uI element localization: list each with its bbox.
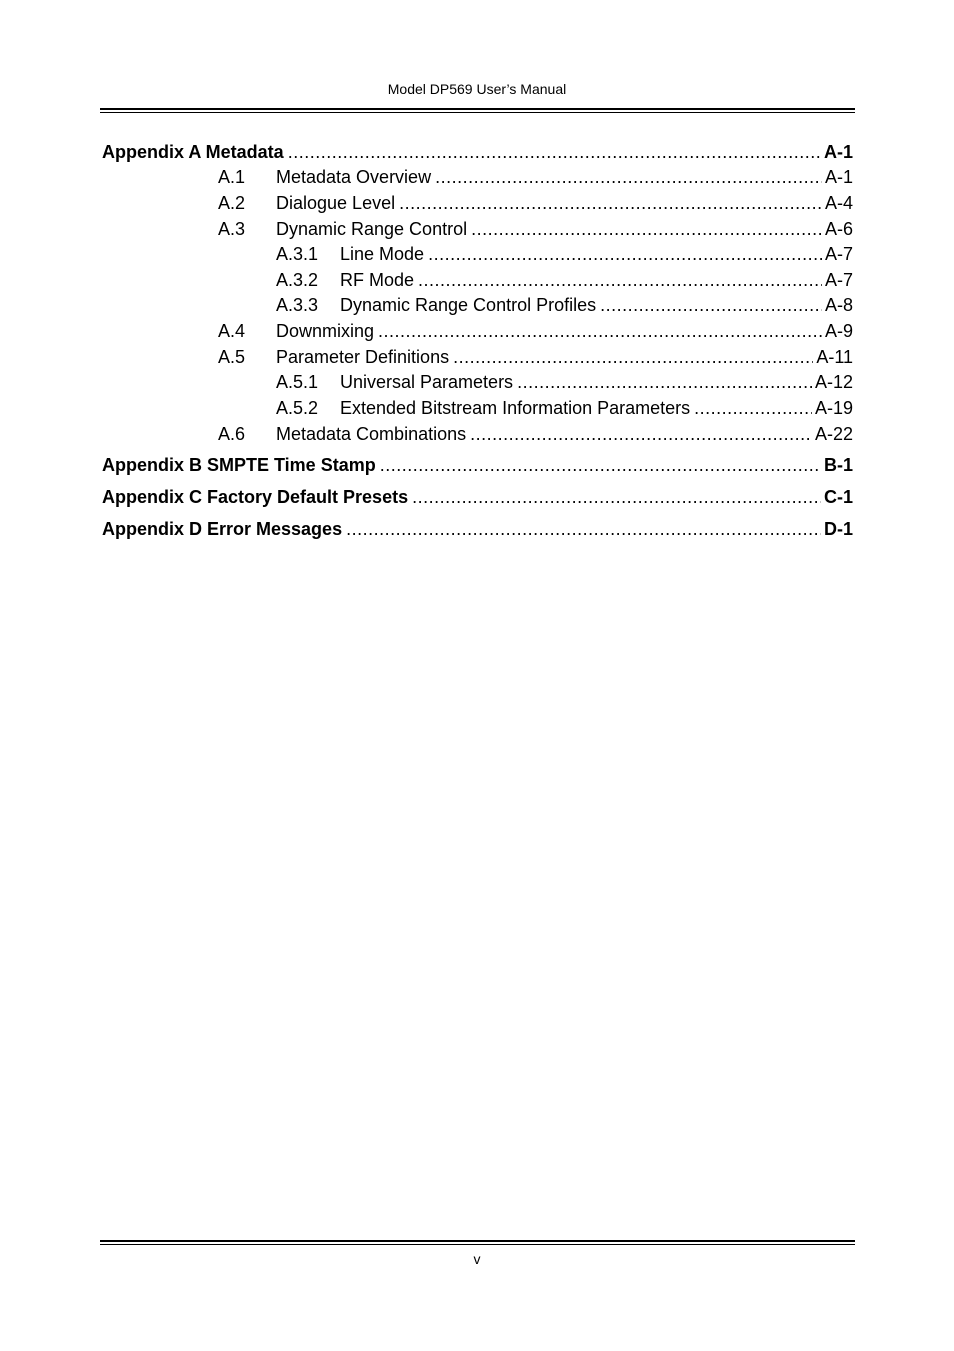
- dot-leader: [412, 485, 821, 509]
- toc-entry-number: A.5.1: [276, 372, 319, 392]
- running-header: Model DP569 User’s Manual: [387, 81, 567, 97]
- toc-entry-number: A.3.1: [276, 244, 319, 264]
- dot-leader: [378, 319, 822, 343]
- toc-entry-title: Appendix D Error Messages: [102, 517, 346, 541]
- toc-entry-number: A.3: [218, 219, 246, 239]
- toc-entry-a-6[interactable]: [102, 422, 853, 446]
- toc-entry-a-1[interactable]: [102, 165, 853, 189]
- toc-entry-title: Dynamic Range Control: [276, 217, 471, 241]
- toc-entry-page: B-1: [823, 455, 853, 475]
- toc-entry-a-5[interactable]: [102, 345, 853, 369]
- toc-entry-a-5-2[interactable]: [102, 396, 853, 420]
- toc-entry-a-5-1[interactable]: [102, 370, 853, 394]
- toc-entry-title: Dialogue Level: [276, 191, 399, 215]
- toc-entry-page: A-11: [816, 347, 853, 367]
- dot-leader: [600, 293, 822, 317]
- toc-entry-page: A-1: [824, 167, 853, 187]
- toc-entry-title: Appendix C Factory Default Presets: [102, 485, 412, 509]
- dot-leader: [428, 242, 822, 266]
- toc-entry-title: Dynamic Range Control Profiles: [340, 293, 600, 317]
- dot-leader: [471, 217, 822, 241]
- toc-entry-page: A-12: [814, 372, 853, 392]
- header-rule: [100, 108, 855, 113]
- dot-leader: [418, 268, 822, 292]
- toc-entry-number: A.4: [218, 321, 246, 341]
- toc-entry-title: Metadata Combinations: [276, 422, 470, 446]
- toc-entry-number: A.6: [218, 424, 246, 444]
- toc-entry-title: Universal Parameters: [340, 370, 517, 394]
- toc-entry-a-3[interactable]: [102, 217, 853, 241]
- toc-entry-a-4[interactable]: [102, 319, 853, 343]
- footer-rule: [100, 1240, 855, 1245]
- dot-leader: [346, 517, 821, 541]
- toc-entry-page: A-22: [814, 424, 853, 444]
- toc-entry-title: Line Mode: [340, 242, 428, 266]
- toc-entry-a-2[interactable]: [102, 191, 853, 215]
- toc-entry-number: A.3.2: [276, 270, 319, 290]
- dot-leader: [380, 453, 821, 477]
- toc-entry-title: RF Mode: [340, 268, 418, 292]
- toc-entry-number: A.5.2: [276, 398, 319, 418]
- toc-entry-page: A-7: [824, 270, 853, 290]
- toc-entry-title: Appendix B SMPTE Time Stamp: [102, 453, 380, 477]
- toc-entry-title: Downmixing: [276, 319, 378, 343]
- toc-entry-number: A.3.3: [276, 295, 319, 315]
- toc-entry-page: A-9: [824, 321, 853, 341]
- toc-entry-appendix-a[interactable]: [102, 140, 853, 164]
- toc-entry-page: A-4: [824, 193, 853, 213]
- toc-entry-page: A-7: [824, 244, 853, 264]
- toc-entry-a-3-3[interactable]: [102, 293, 853, 317]
- toc-entry-page: A-19: [814, 398, 853, 418]
- toc-entry-number: A.5: [218, 347, 246, 367]
- toc-entry-title: Metadata Overview: [276, 165, 435, 189]
- toc-entry-page: A-6: [824, 219, 853, 239]
- toc-entry-title: Appendix A Metadata: [102, 140, 288, 164]
- dot-leader: [517, 370, 812, 394]
- dot-leader: [435, 165, 822, 189]
- dot-leader: [399, 191, 822, 215]
- dot-leader: [470, 422, 812, 446]
- page-number: v: [473, 1251, 481, 1267]
- toc-entry-appendix-d[interactable]: [102, 517, 853, 541]
- dot-leader: [288, 140, 821, 164]
- toc-entry-title: Parameter Definitions: [276, 345, 453, 369]
- toc-entry-title: Extended Bitstream Information Parameters: [340, 396, 694, 420]
- dot-leader: [694, 396, 812, 420]
- toc-entry-appendix-b[interactable]: [102, 453, 853, 477]
- toc-entry-page: C-1: [823, 487, 853, 507]
- toc-entry-a-3-2[interactable]: [102, 268, 853, 292]
- toc-entry-page: D-1: [823, 519, 853, 539]
- toc-entry-page: A-1: [823, 142, 853, 162]
- toc-entry-a-3-1[interactable]: [102, 242, 853, 266]
- toc-entry-appendix-c[interactable]: [102, 485, 853, 509]
- toc-entry-number: A.2: [218, 193, 246, 213]
- dot-leader: [453, 345, 813, 369]
- toc-entry-page: A-8: [824, 295, 853, 315]
- toc-entry-number: A.1: [218, 167, 246, 187]
